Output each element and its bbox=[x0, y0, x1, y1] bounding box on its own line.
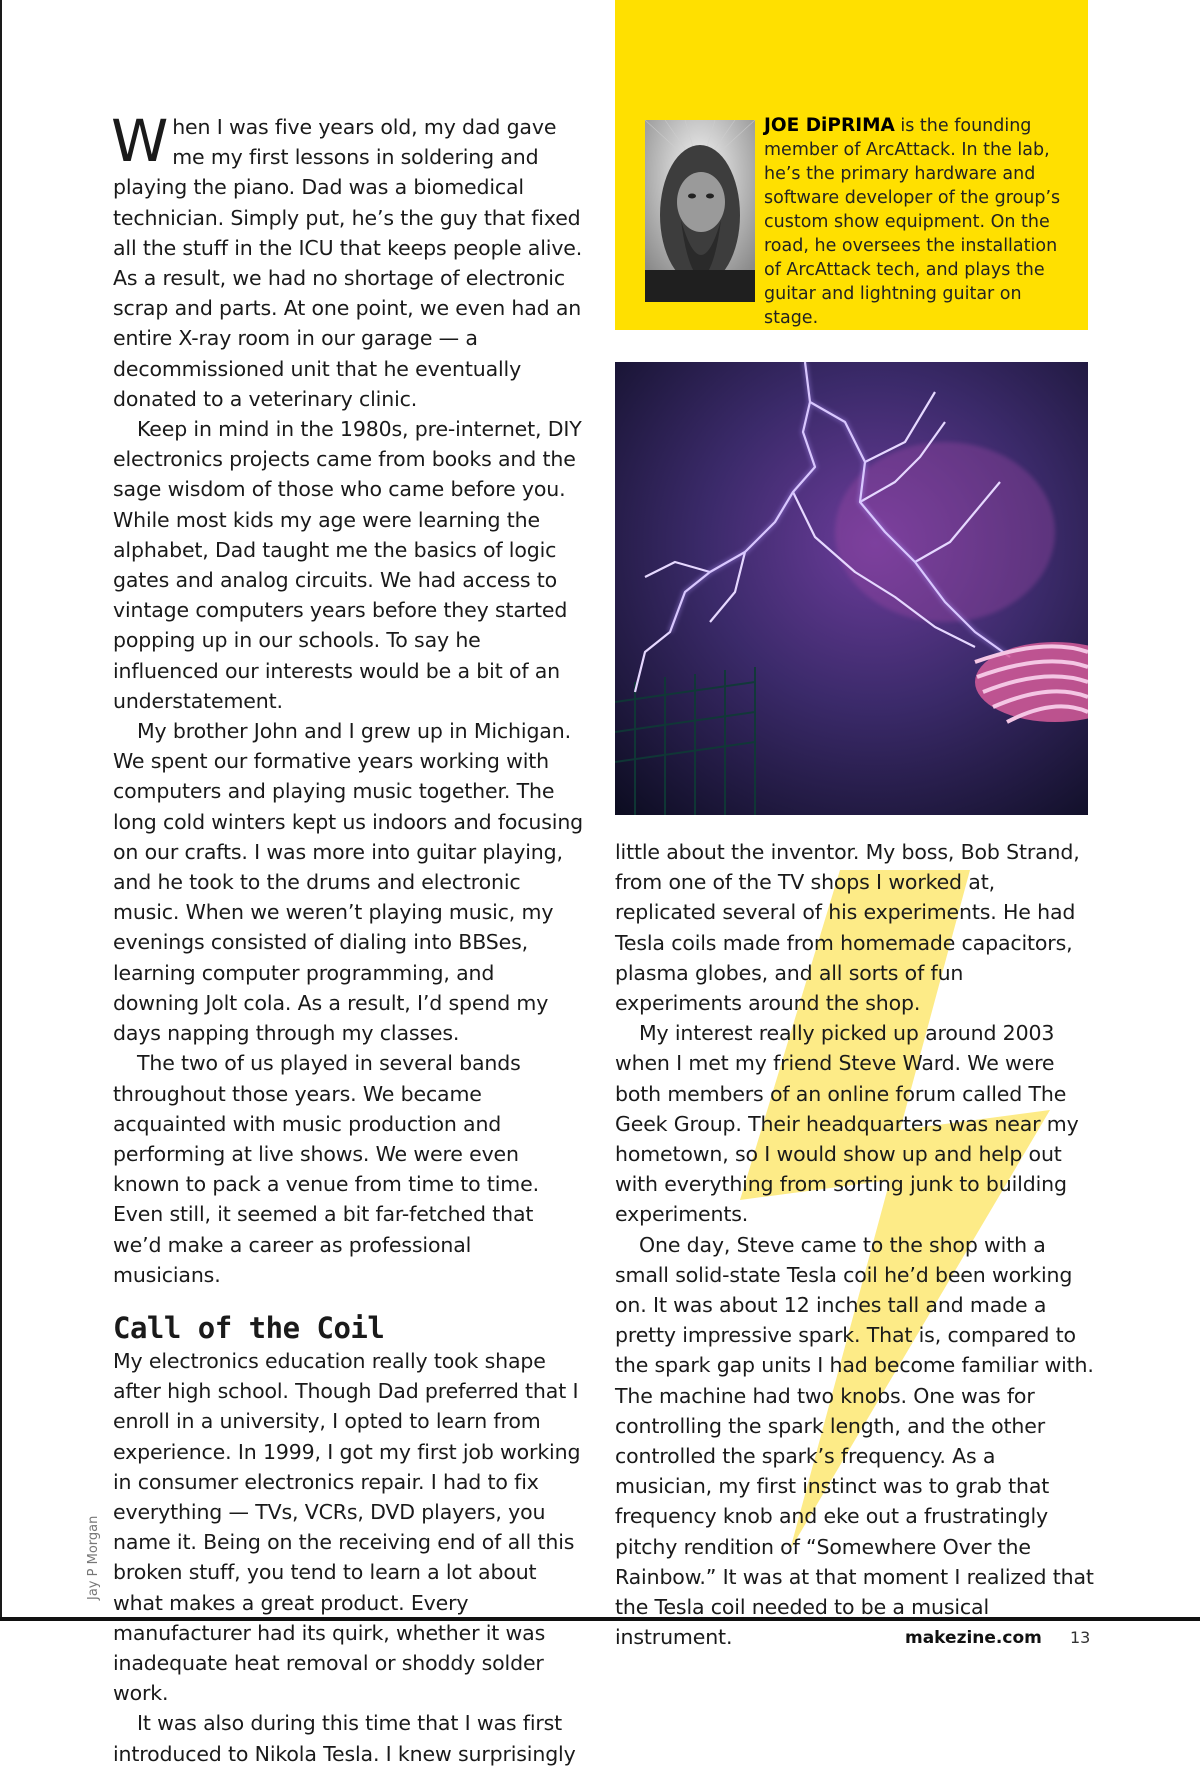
author-portrait bbox=[645, 120, 755, 302]
paragraph-1: hen I was five years old, my dad gave me my first lessons in soldering and playing the piano. Dad was a biomedical technician. Simply put, he’s the guy that fixed all the stuff in the ICU that keeps people alive. As a result, we had no shortage of electronic scrap and parts. At one point, we even had an entire X-ray room in our garage — a decommissioned unit that he eventually donated to a veterinary clinic. bbox=[113, 115, 583, 411]
page-number: 13 bbox=[1070, 1628, 1091, 1647]
paragraph-5: My electronics education really took shape after high school. Though Dad preferred that I enroll in a university, I opted to learn from experience. In 1999, I got my first job working in consumer electronics repair. I had to fix everything — TVs, VCRs, DVD players, you name it. Being on the receiving end of all this broken stuff, you tend to learn a lot about what makes a great product. Every manufacturer had its quirk, whether it was inadequate heat removal or shoddy solder work. bbox=[113, 1348, 581, 1706]
author-name: JOE DiPRIMA bbox=[764, 115, 895, 136]
page-left-edge-rule bbox=[0, 0, 2, 1620]
footer-site-url[interactable]: makezine.com bbox=[905, 1628, 1042, 1648]
paragraph-8: One day, Steve came to the shop with a small solid-state Tesla coil he’d been working on. It was about 12 inches tall and made a pretty impressive spark. That is, compared to the spark gap units I had become familiar with. The machine had two knobs. One was for controlling the spark length, and the other controlled the spark’s frequency. As a musician, my first instinct was to grab that frequency knob and eke out a frustratingly pitchy rendition of “Somewhere Over the Rainbow.” It was at that moment I realized that the Tesla coil needed to be a musical instrument. bbox=[615, 1232, 1094, 1650]
paragraph-2: Keep in mind in the 1980s, pre-internet, DIY electronics projects came from books and the sage wisdom of those who came before you. While most kids my age were learning the alphabet, Dad taught me the basics of logic gates and analog circuits. We had access to vintage computers years before they started popping up in our schools. To say he influenced our interests would be a bit of an understatement. bbox=[113, 417, 582, 713]
drop-cap: W bbox=[111, 107, 169, 175]
tesla-coil-lightning-photo bbox=[615, 362, 1088, 815]
author-bio-text bbox=[764, 114, 1076, 330]
paragraph-4: The two of us played in several bands throughout those years. We became acquainted with music production and performing at live shows. We were even known to pack a venue from time to time. Even still, it seemed a bit far-fetched that we’d make a career as professional musicians. bbox=[113, 1051, 539, 1287]
paragraph-3: My brother John and I grew up in Michigan. We spent our formative years working with computers and playing music together. The long cold winters kept us indoors and focusing on our crafts. I was more into guitar playing, and he took to the drums and electronic music. When we weren’t playing music, my evenings consisted of dialing into BBSes, learning computer programming, and downing Jolt cola. As a result, I’d spend my days napping through my classes. bbox=[113, 719, 584, 1046]
paragraph-6: It was also during this time that I was first introduced to Nikola Tesla. I knew surprisingly bbox=[113, 1711, 576, 1766]
photo-credit: Jay P Morgan bbox=[86, 1515, 101, 1600]
article-column-right bbox=[615, 837, 1095, 1652]
author-bio-box bbox=[615, 0, 1088, 330]
article-column-left bbox=[111, 107, 585, 1769]
author-bio-description: is the founding member of ArcAttack. In the lab, he’s the primary hardware and software developer of the group’s custom show equipment. On the road, he oversees the installation of ArcAttack tech, and plays the guitar and lightning guitar on stage. bbox=[764, 116, 1061, 328]
paragraph-7: My interest really picked up around 2003 when I met my friend Steve Ward. We were both members of an online forum called The Geek Group. Their headquarters was near my hometown, so I would show up and help out with everything from sorting junk to building experiments. bbox=[615, 1021, 1079, 1227]
section-heading: Call of the Coil bbox=[113, 1310, 385, 1345]
paragraph-6-continued: little about the inventor. My boss, Bob Strand, from one of the TV shops I worked at, replicated several of his experiments. He had Tesla coils made from homemade capacitors, plasma globes, and all sorts of fun experiments around the shop. bbox=[615, 840, 1080, 1016]
